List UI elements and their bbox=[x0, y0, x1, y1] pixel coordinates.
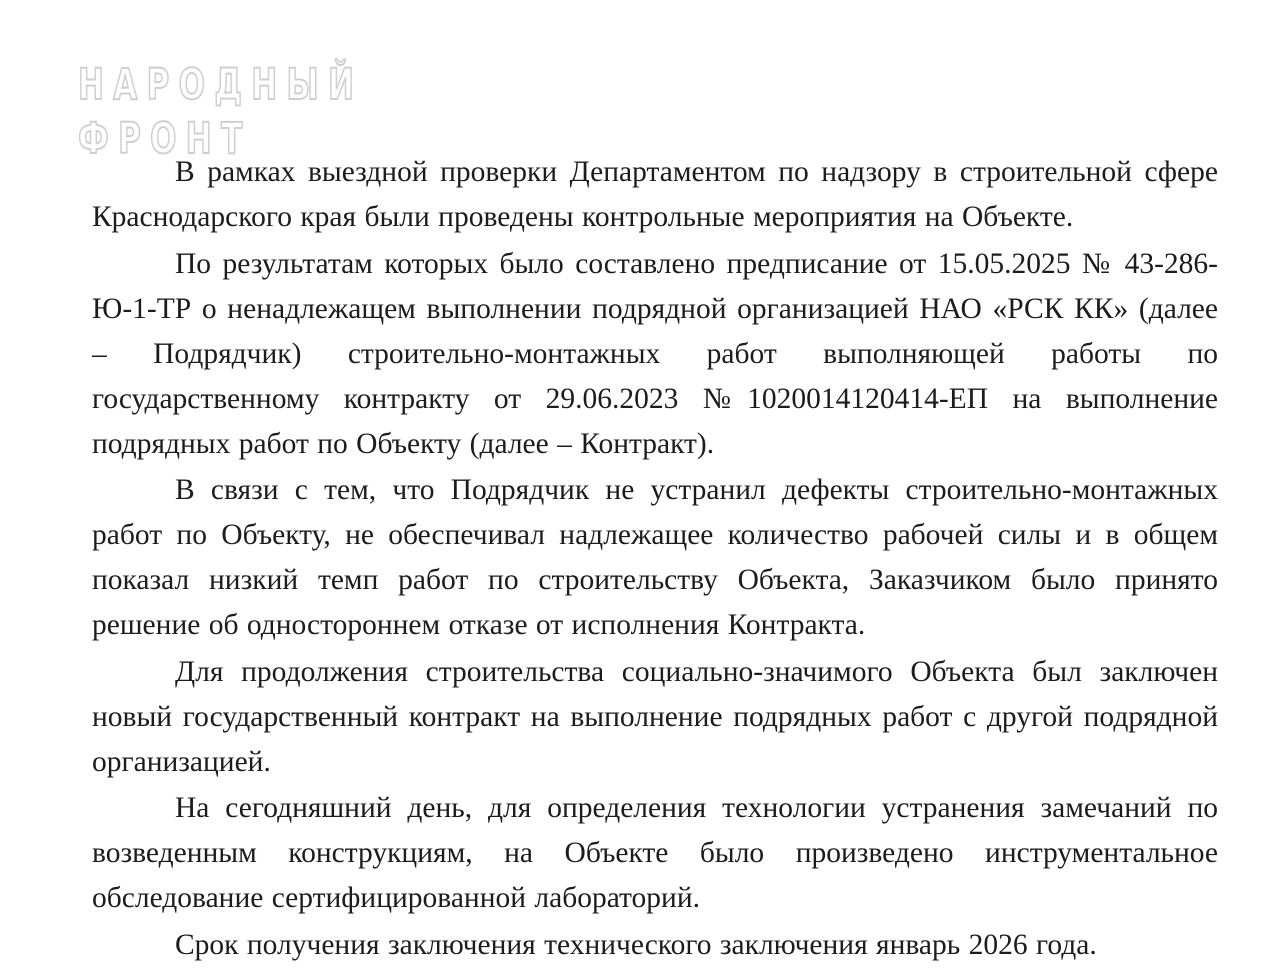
paragraph-2: По результатам которых было составлено предписание от 15.05.2025 № 43-286-Ю-1-ТР о ненадлежащем выполнении подрядной организацией НАО «РСК КК» (далее – Подрядчик) строительно-монтажных работ выполняющей работы по государственному контракту от 29.06.2023 №1020014120414-ЕП на выполнение подрядных работ по Объекту (далее – Контракт). bbox=[92, 247, 1218, 460]
paragraph-5: На сегодняшний день, для определения технологии устранения замечаний по возведенным конструкциям, на Объекте было произведено инструментальное обследование сертифицированной лабораторий. bbox=[92, 792, 1218, 914]
watermark-line-2: ФРОНТ bbox=[78, 114, 252, 164]
paragraph-6: Срок получения заключения технического заключения январь 2026 года. bbox=[175, 928, 1097, 961]
watermark-line-1: НАРОДНЫЙ bbox=[78, 60, 364, 110]
document-body bbox=[92, 150, 1218, 968]
paragraph-4: Для продолжения строительства социально-значимого Объекта был заключен новый государственный контракт на выполнение подрядных работ с другой подрядной организацией. bbox=[92, 655, 1218, 778]
paragraph-1: В рамках выездной проверки Департаментом по надзору в строительной сфере Краснодарского края были проведены контрольные мероприятия на Объекте. bbox=[92, 156, 1218, 233]
paragraph-3: В связи с тем, что Подрядчик не устранил дефекты строительно-монтажных работ по Объекту, не обеспечивал надлежащее количество рабочей силы и в общем показал низкий темп работ по строительству Объекта, Заказчиком было принято решение об одностороннем отказе от исполнения Контракта. bbox=[92, 474, 1218, 641]
watermark-logo bbox=[78, 58, 363, 166]
